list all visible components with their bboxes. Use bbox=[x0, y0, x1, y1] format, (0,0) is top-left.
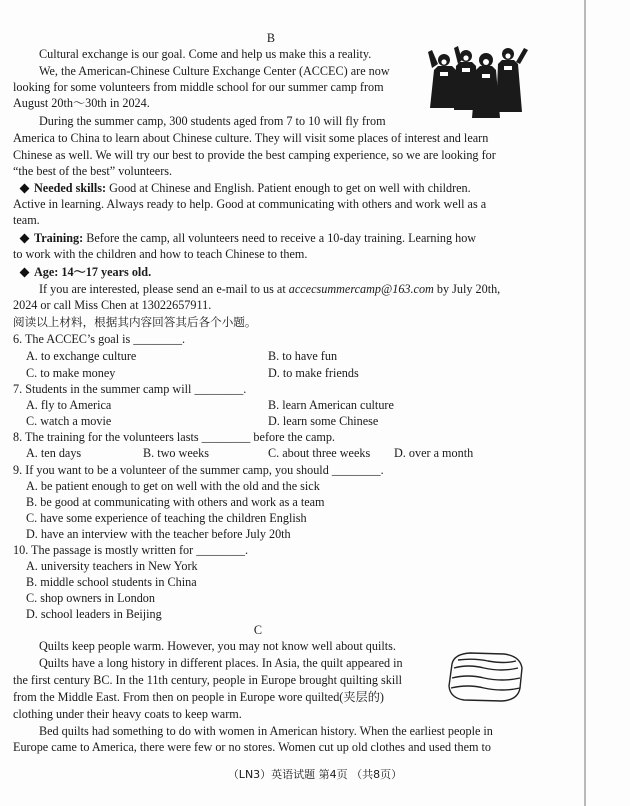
c-para2-line4: clothing under their heavy coats to keep warm. bbox=[13, 707, 242, 721]
question-8-stem: 8. The training for the volunteers lasts ________ before the camp. bbox=[13, 430, 335, 444]
b-skills-line3: team. bbox=[13, 213, 40, 227]
question-7-option-b: B. learn American culture bbox=[268, 398, 394, 412]
page-edge-line bbox=[584, 0, 586, 806]
question-6-option-a: A. to exchange culture bbox=[26, 349, 137, 363]
b-contact-line2: 2024 or call Miss Chen at 13022657911. bbox=[13, 298, 212, 312]
question-10-option-a: A. university teachers in New York bbox=[26, 559, 198, 573]
b-para1: Cultural exchange is our goal. Come and help us make this a reality. bbox=[39, 47, 372, 61]
question-9-stem: 9. If you want to be a volunteer of the summer camp, you should ________. bbox=[13, 463, 384, 477]
volunteers-group-illustration bbox=[428, 46, 528, 126]
b-para2-line3: August 20th～30th in 2024. bbox=[13, 96, 150, 110]
question-10-option-d: D. school leaders in Beijing bbox=[26, 607, 162, 621]
b-skills-line2: Active in learning. Always ready to help. Good at communicating with others and work well as a bbox=[13, 197, 487, 211]
question-9-option-b: B. be good at communicating with others and work as a team bbox=[26, 495, 325, 509]
diamond-bullet-icon bbox=[20, 234, 30, 244]
c-para3-line2: Europe came to America, there were few or no stores. Women cut up old clothes and used them to bbox=[13, 740, 492, 754]
question-10-option-b: B. middle school students in China bbox=[26, 575, 197, 589]
diamond-bullet-icon bbox=[20, 268, 30, 278]
question-7-option-d: D. learn some Chinese bbox=[268, 414, 379, 428]
question-9-option-d: D. have an interview with the teacher before July 20th bbox=[26, 527, 291, 541]
question-6-option-c: C. to make money bbox=[26, 366, 116, 380]
b-age-line: Age: 14～17 years old. bbox=[13, 264, 553, 280]
b-para2-line1: We, the American-Chinese Culture Exchange Center (ACCEC) are now bbox=[39, 64, 390, 78]
question-6-option-d: D. to make friends bbox=[268, 366, 359, 380]
page-footer: （LN3）英语试题 第4页 （共8页） bbox=[227, 768, 403, 781]
c-para2-line3: from the Middle East. From then on people in Europe wore quilted(夹层的) bbox=[13, 690, 384, 704]
question-9-option-a: A. be patient enough to get on well with the old and the sick bbox=[26, 479, 320, 493]
diamond-bullet-icon bbox=[20, 184, 30, 194]
question-7-option-a: A. fly to America bbox=[26, 398, 112, 412]
b-para3-line1: During the summer camp, 300 students aged from 7 to 10 will fly from bbox=[39, 114, 386, 128]
question-8-option-b: B. two weeks bbox=[143, 446, 210, 460]
c-para2-line2: the first century BC. In the 11th century, people in Europe brought quilting skill bbox=[13, 673, 403, 687]
b-para3-line4: “the best of the best” volunteers. bbox=[13, 164, 173, 178]
question-10-stem: 10. The passage is mostly written for ________. bbox=[13, 543, 249, 557]
email-address: accecsummercamp@163.com bbox=[288, 282, 434, 296]
question-8-option-c: C. about three weeks bbox=[268, 446, 371, 460]
b-contact-line1: If you are interested, please send an e-mail to us at accecsummercamp@163.com by July 20th, bbox=[39, 282, 501, 296]
question-6-option-b: B. to have fun bbox=[268, 349, 338, 363]
b-para3-line2: America to China to learn about Chinese culture. They will visit some places of interest and learn bbox=[13, 131, 489, 145]
question-7-stem: 7. Students in the summer camp will ________. bbox=[13, 382, 247, 396]
question-8-option-d: D. over a month bbox=[394, 446, 474, 460]
b-training-line1: Training: Before the camp, all volunteers need to receive a 10-day training. Learning how bbox=[13, 230, 553, 246]
question-8-option-a: A. ten days bbox=[26, 446, 82, 460]
b-para2-line2: looking for some volunteers from middle school for our summer camp from bbox=[13, 80, 384, 94]
c-para1: Quilts keep people warm. However, you may not know well about quilts. bbox=[39, 639, 396, 653]
quilt-illustration bbox=[444, 648, 526, 706]
question-7-option-c: C. watch a movie bbox=[26, 414, 112, 428]
b-training-line2: to work with the children and how to teach Chinese to them. bbox=[13, 247, 308, 261]
question-9-option-c: C. have some experience of teaching the children English bbox=[26, 511, 307, 525]
b-para3-line3: Chinese as well. We will try our best to provide the best camping experience, so we are looking for bbox=[13, 148, 496, 162]
c-para2-line1: Quilts have a long history in different places. In Asia, the quilt appeared in bbox=[39, 656, 403, 670]
question-10-option-c: C. shop owners in London bbox=[26, 591, 155, 605]
section-c-letter: C bbox=[253, 623, 263, 637]
b-instruction: 阅读以上材料，根据其内容回答其后各个小题。 bbox=[13, 315, 257, 329]
question-6-stem: 6. The ACCEC’s goal is ________. bbox=[13, 332, 186, 346]
c-para3-line1: Bed quilts had something to do with women in American history. When the earliest people in bbox=[39, 724, 493, 738]
b-skills-line1: Needed skills: Good at Chinese and English. Patient enough to get on well with children. bbox=[13, 180, 553, 196]
section-b-letter: B bbox=[266, 31, 276, 45]
